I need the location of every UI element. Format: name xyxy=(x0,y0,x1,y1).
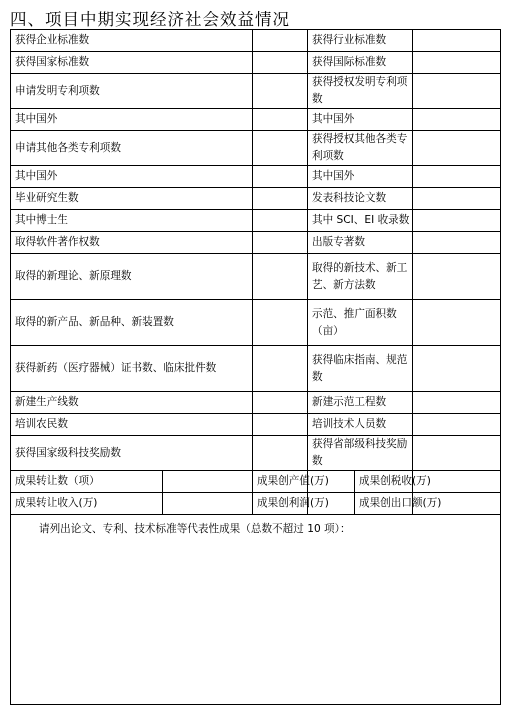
field-value[interactable] xyxy=(253,188,308,210)
field-label: 发表科技论文数 xyxy=(308,188,413,210)
field-value[interactable] xyxy=(413,346,501,392)
field-label: 其中国外 xyxy=(308,109,413,131)
field-label: 取得的新技术、新工艺、新方法数 xyxy=(308,254,413,300)
field-label: 培训技术人员数 xyxy=(308,414,413,436)
field-value[interactable] xyxy=(253,74,308,109)
field-value[interactable] xyxy=(413,166,501,188)
field-label: 获得企业标准数 xyxy=(11,30,253,52)
field-label: 其中博士生 xyxy=(11,210,253,232)
field-value[interactable] xyxy=(253,210,308,232)
outcome-label: 成果创利润(万) xyxy=(253,493,308,515)
outcome-row xyxy=(11,471,501,493)
field-value[interactable] xyxy=(253,52,308,74)
field-value[interactable] xyxy=(413,30,501,52)
field-value[interactable] xyxy=(253,414,308,436)
table-row xyxy=(11,52,501,74)
table-row xyxy=(11,74,501,109)
table-row xyxy=(11,131,501,166)
field-label: 获得国家级科技奖励数 xyxy=(11,436,253,471)
benefits-table xyxy=(10,29,501,705)
representative-results-note: 请列出论文、专利、技术标准等代表性成果（总数不超过 10 项）： xyxy=(39,523,351,535)
table-row xyxy=(11,346,501,392)
field-label: 获得授权其他各类专利项数 xyxy=(308,131,413,166)
table-row xyxy=(11,414,501,436)
table-row xyxy=(11,232,501,254)
table-row xyxy=(11,254,501,300)
field-value[interactable] xyxy=(413,210,501,232)
field-value[interactable] xyxy=(413,300,501,346)
field-label: 获得省部级科技奖励数 xyxy=(308,436,413,471)
field-label: 示范、推广面积数（亩） xyxy=(308,300,413,346)
field-value[interactable] xyxy=(253,392,308,414)
table-row xyxy=(11,30,501,52)
table-row xyxy=(11,188,501,210)
table-row xyxy=(11,109,501,131)
field-value[interactable] xyxy=(413,131,501,166)
field-value[interactable] xyxy=(413,414,501,436)
section-title: 四、项目中期实现经济社会效益情况 xyxy=(10,10,290,29)
field-value[interactable] xyxy=(413,52,501,74)
field-label: 取得的新产品、新品种、新装置数 xyxy=(11,300,253,346)
field-value[interactable] xyxy=(253,166,308,188)
field-value[interactable] xyxy=(253,300,308,346)
outcome-label: 成果转让数（项） xyxy=(11,471,163,493)
outcome-value[interactable] xyxy=(163,471,253,493)
field-label: 其中国外 xyxy=(308,166,413,188)
field-value[interactable] xyxy=(413,232,501,254)
field-label: 获得授权发明专利项数 xyxy=(308,74,413,109)
field-value[interactable] xyxy=(253,30,308,52)
representative-results-cell[interactable] xyxy=(11,515,501,705)
outcome-label: 成果创出口额(万) xyxy=(355,493,413,515)
field-label: 获得国际标准数 xyxy=(308,52,413,74)
note-row xyxy=(11,515,501,705)
field-value[interactable] xyxy=(253,254,308,300)
field-value[interactable] xyxy=(413,436,501,471)
field-label: 申请其他各类专利项数 xyxy=(11,131,253,166)
table-row xyxy=(11,436,501,471)
field-value[interactable] xyxy=(413,188,501,210)
field-value[interactable] xyxy=(253,131,308,166)
field-value[interactable] xyxy=(253,436,308,471)
field-value[interactable] xyxy=(413,392,501,414)
field-label: 获得国家标准数 xyxy=(11,52,253,74)
field-value[interactable] xyxy=(413,109,501,131)
field-value[interactable] xyxy=(253,232,308,254)
field-label: 新建示范工程数 xyxy=(308,392,413,414)
field-value[interactable] xyxy=(413,74,501,109)
field-value[interactable] xyxy=(413,254,501,300)
field-label: 出版专著数 xyxy=(308,232,413,254)
field-label: 其中国外 xyxy=(11,166,253,188)
table-row xyxy=(11,392,501,414)
outcome-label: 成果创税收(万) xyxy=(355,471,413,493)
field-value[interactable] xyxy=(253,109,308,131)
field-label: 获得临床指南、规范数 xyxy=(308,346,413,392)
field-label: 申请发明专利项数 xyxy=(11,74,253,109)
table-row xyxy=(11,166,501,188)
field-label: 其中 SCI、EI 收录数 xyxy=(308,210,413,232)
field-value[interactable] xyxy=(253,346,308,392)
field-label: 其中国外 xyxy=(11,109,253,131)
outcome-row xyxy=(11,493,501,515)
field-label: 获得行业标准数 xyxy=(308,30,413,52)
field-label: 新建生产线数 xyxy=(11,392,253,414)
outcome-label: 成果转让收入(万) xyxy=(11,493,163,515)
field-label: 获得新药（医疗器械）证书数、临床批件数 xyxy=(11,346,253,392)
table-row xyxy=(11,210,501,232)
table-row xyxy=(11,300,501,346)
field-label: 取得的新理论、新原理数 xyxy=(11,254,253,300)
field-label: 毕业研究生数 xyxy=(11,188,253,210)
outcome-value[interactable] xyxy=(163,493,253,515)
field-label: 取得软件著作权数 xyxy=(11,232,253,254)
outcome-label: 成果创产值(万) xyxy=(253,471,308,493)
field-label: 培训农民数 xyxy=(11,414,253,436)
